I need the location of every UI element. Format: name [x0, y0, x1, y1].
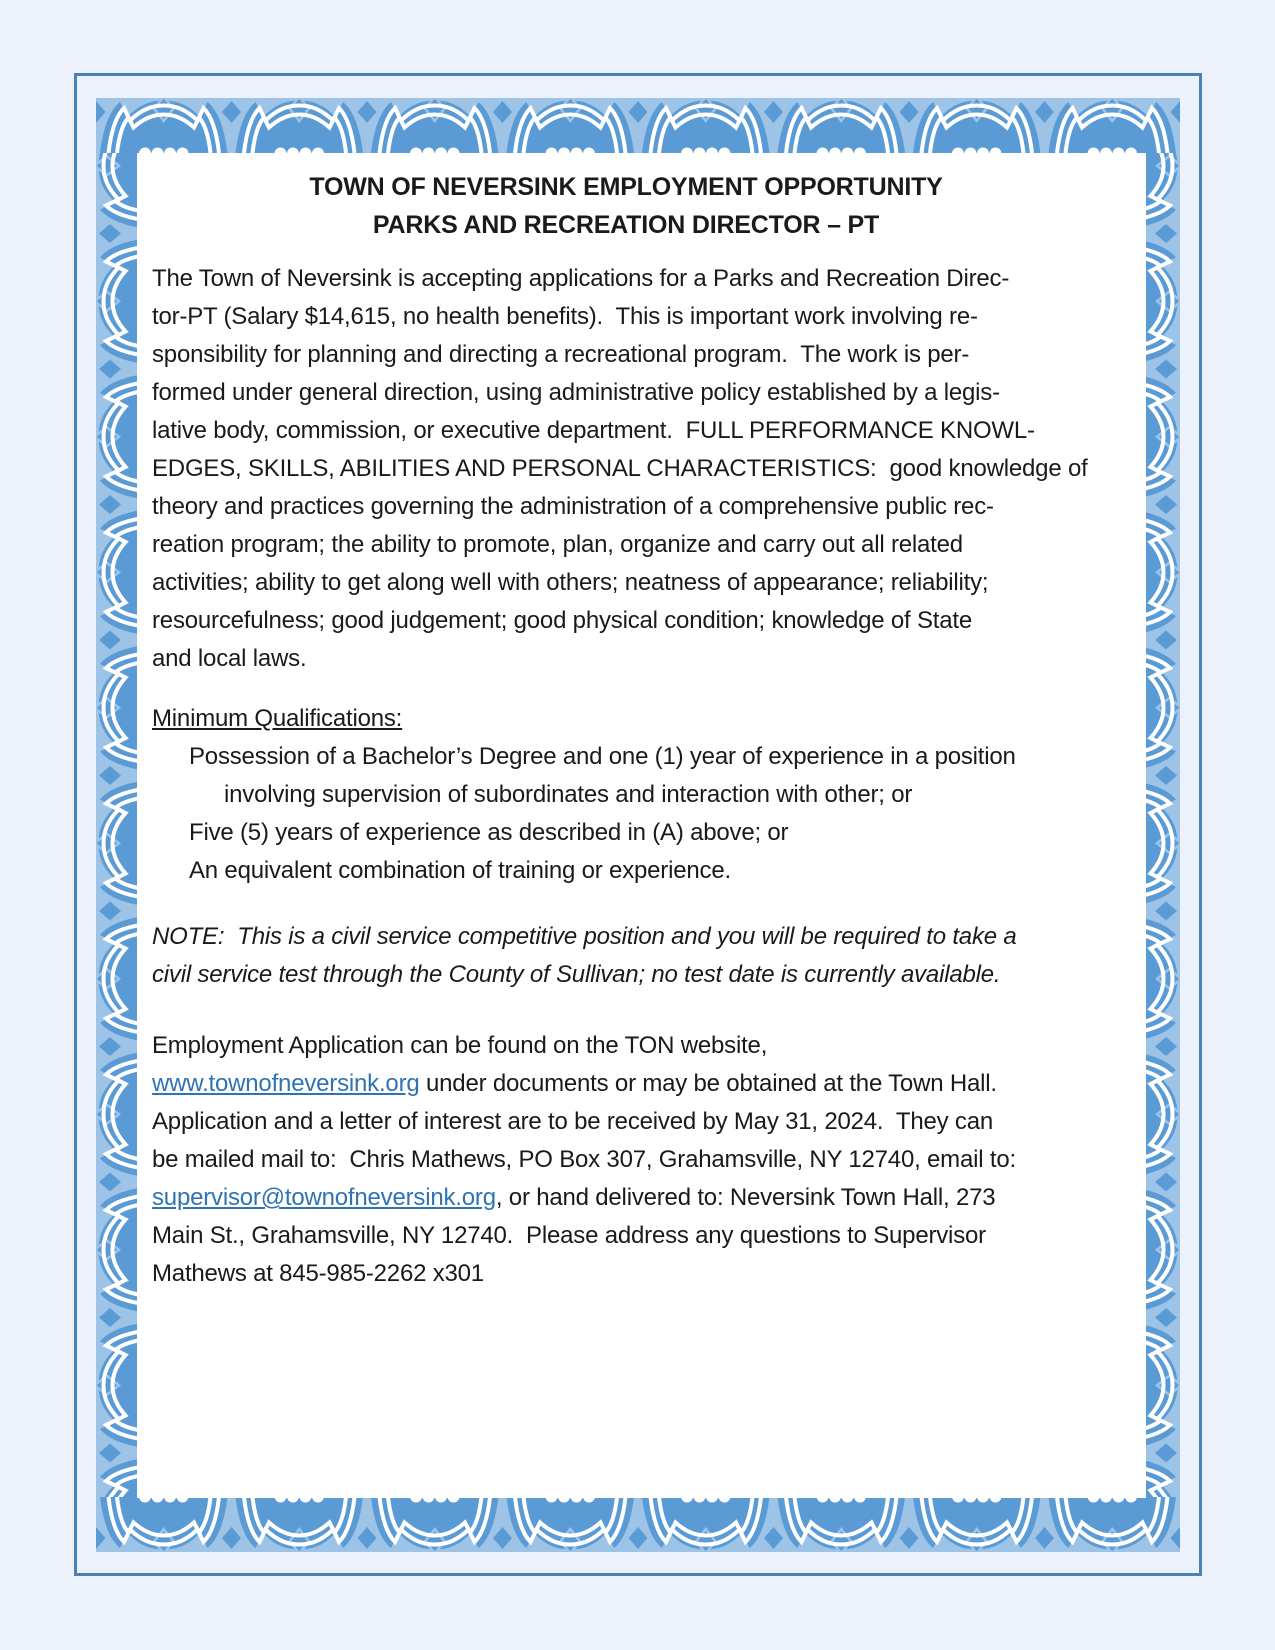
note-line: civil service test through the County of Sullivan; no test date is currently available. — [152, 961, 1001, 988]
decorative-border-bottom — [96, 1497, 1180, 1552]
application-paragraph — [152, 1027, 1100, 1293]
qualifications-heading: Minimum Qualifications: — [152, 705, 403, 732]
intro-line: formed under general direction, using administrative policy established by a legis- — [152, 379, 1000, 406]
application-line — [152, 1065, 1100, 1103]
note-paragraph — [152, 918, 1100, 994]
intro-line: EDGES, SKILLS, ABILITIES AND PERSONAL CHARACTERISTICS: good knowledge of — [152, 455, 1088, 482]
qualification-item: Five (5) years of experience as described in (A) above; or — [189, 819, 789, 846]
flyer-title — [152, 168, 1100, 244]
qualifications-section — [152, 700, 1100, 890]
application-line: be mailed mail to: Chris Mathews, PO Box 307, Grahamsville, NY 12740, email to: — [152, 1146, 1016, 1173]
intro-line: lative body, commission, or executive department. FULL PERFORMANCE KNOWL- — [152, 417, 1035, 444]
flyer-content — [137, 153, 1146, 1498]
intro-line: The Town of Neversink is accepting applications for a Parks and Recreation Direc- — [152, 265, 1010, 292]
qualification-item: An equivalent combination of training or experience. — [189, 857, 731, 884]
intro-line: reation program; the ability to promote, plan, organize and carry out all related — [152, 531, 963, 558]
intro-line: resourcefulness; good judgement; good physical condition; knowledge of State — [152, 607, 973, 634]
intro-line: and local laws. — [152, 645, 307, 672]
qualification-item: Possession of a Bachelor’s Degree and one (1) year of experience in a position — [189, 743, 1016, 770]
qualification-item-continuation: involving supervision of subordinates and interaction with other; or — [224, 781, 913, 808]
intro-paragraph — [152, 260, 1100, 678]
application-line: Mathews at 845-985-2262 x301 — [152, 1260, 484, 1287]
title-line-2: PARKS AND RECREATION DIRECTOR – PT — [372, 211, 880, 239]
intro-line: theory and practices governing the administration of a comprehensive public rec- — [152, 493, 994, 520]
intro-line: tor-PT (Salary $14,615, no health benefits). This is important work involving re- — [152, 303, 978, 330]
application-line — [152, 1179, 1100, 1217]
application-line: Main St., Grahamsville, NY 12740. Please address any questions to Supervisor — [152, 1222, 986, 1249]
intro-line: sponsibility for planning and directing a recreational program. The work is per- — [152, 341, 970, 368]
decorative-border-top — [96, 98, 1180, 153]
note-line: NOTE: This is a civil service competitive position and you will be required to take a — [152, 923, 1017, 950]
application-line: Application and a letter of interest are to be received by May 31, 2024. They can — [152, 1108, 994, 1135]
email-link[interactable]: supervisor@townofneversink.org — [152, 1184, 496, 1211]
title-line-1: TOWN OF NEVERSINK EMPLOYMENT OPPORTUNITY — [309, 173, 943, 201]
application-line-text: , or hand delivered to: Neversink Town Hall, 273 — [495, 1184, 996, 1211]
application-line-text: under documents or may be obtained at the Town Hall. — [419, 1070, 997, 1097]
website-link[interactable]: www.townofneversink.org — [152, 1070, 420, 1097]
intro-line: activities; ability to get along well with others; neatness of appearance; reliability; — [152, 569, 989, 596]
application-line: Employment Application can be found on the TON website, — [152, 1032, 768, 1059]
